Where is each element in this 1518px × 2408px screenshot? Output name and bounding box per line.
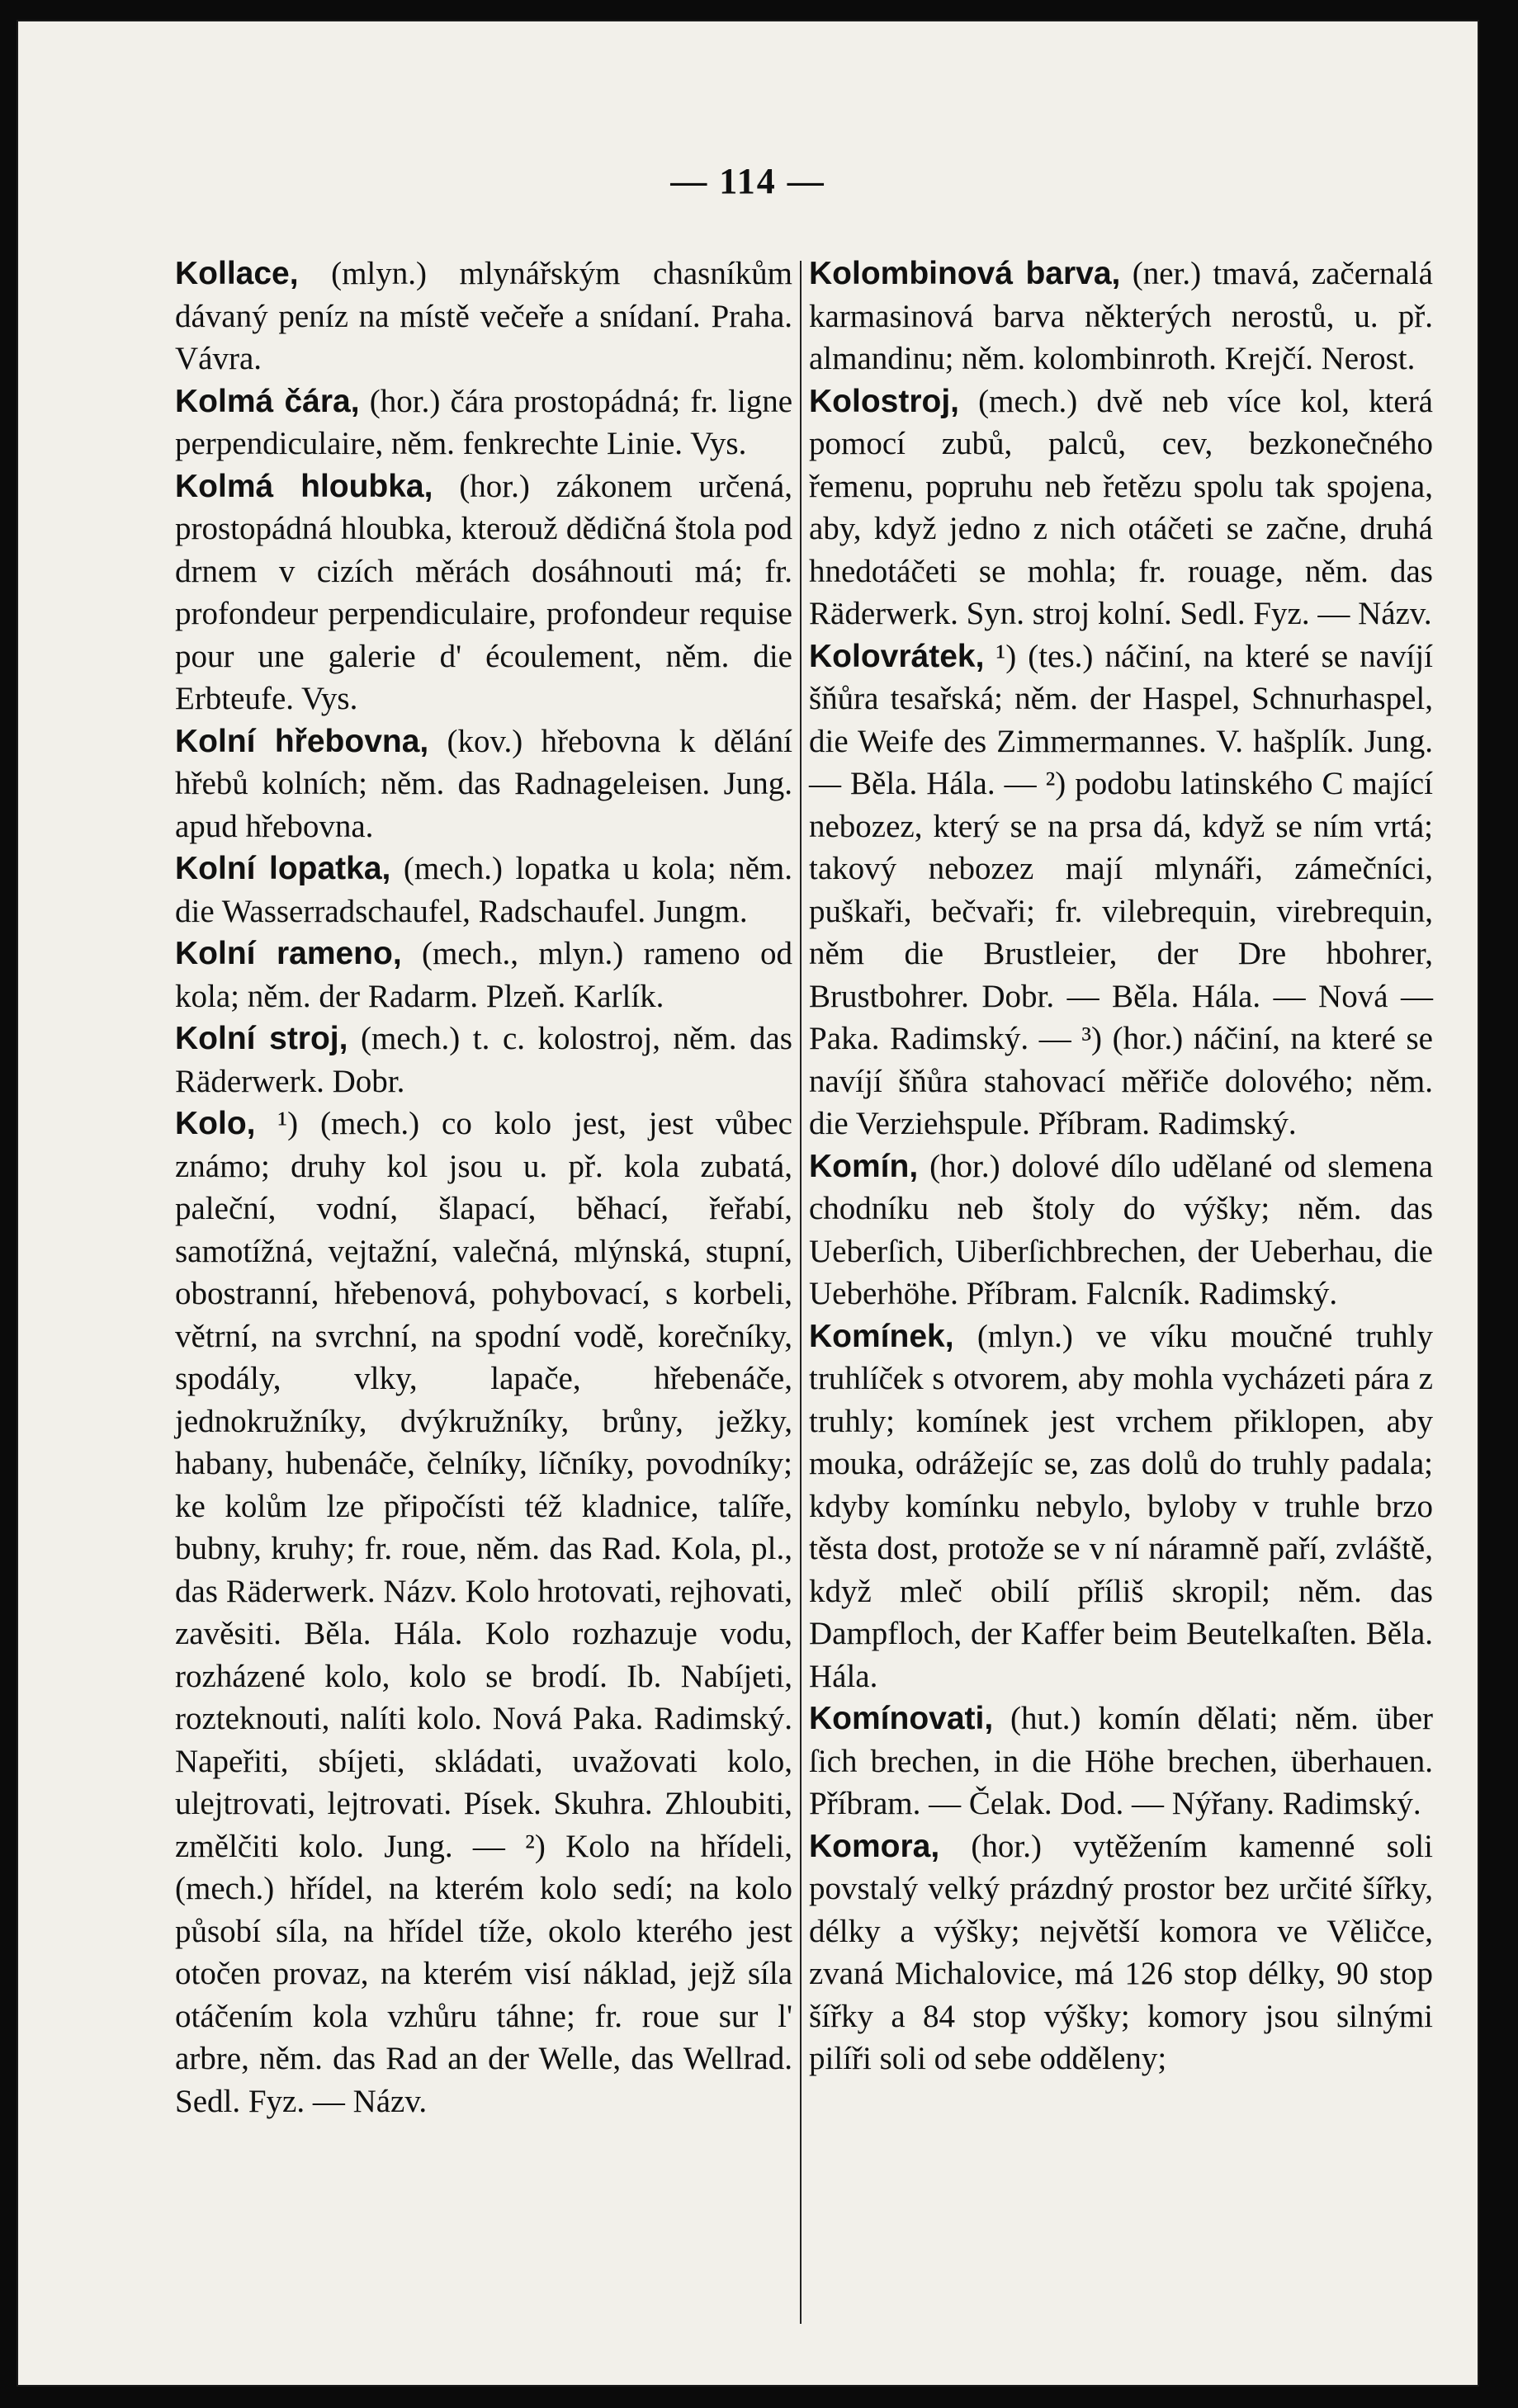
entry-headword: Kolmá hloubka, (175, 468, 433, 504)
left-column (175, 253, 792, 2122)
entry-headword: Kolovrátek, (809, 638, 985, 674)
entry-body: (mech.) lopatka u kola; něm. die Wasserradschaufel, Radschaufel. Jungm. (175, 851, 792, 929)
entry-body: (mlyn.) ve víku moučné truhly truhlíček s otvorem, aby mohla vycházeti pára z truhly; komínek jest vrchem přiklopen, aby mouka, odrážejíc se, zas dolů do truhly padala; kdyby komínku nebylo, byloby v truhle brzo těsta dost, protože se v ní náramně paří, zvláště, když mleč obilí příliš skropil; něm. das Dampfloch, der Kaffer beim Beutelkaſten. Běla. Hála. (809, 1318, 1433, 1694)
page-number: — 114 — (670, 161, 825, 201)
dictionary-entry (809, 1825, 1433, 2080)
entry-headword: Kolní lopatka, (175, 851, 391, 886)
right-column (809, 253, 1433, 2080)
entry-headword: Kolní hřebovna, (175, 723, 429, 759)
entry-headword: Komínovati, (809, 1701, 994, 1736)
entry-body: (mlyn.) mlynářským chasníkům dávaný peníz na místě večeře a snídaní. Praha. Vávra. (175, 256, 792, 376)
entry-body: (hor.) vytěžením kamenné soli povstalý velký prázdný prostor bez určité šířky, délky a výšky; největší komora ve Věličce, zvaná Michalovice, má 126 stop délky, 90 stop šířky a 84 stop výšky; komory jsou silnými pilíři soli od sebe odděleny; (809, 1828, 1433, 2076)
dictionary-entry (809, 1315, 1433, 1698)
dictionary-entry (175, 253, 792, 380)
entry-headword: Kolostroj, (809, 383, 959, 419)
dictionary-entry (175, 933, 792, 1017)
entry-headword: Kolní rameno, (175, 936, 402, 971)
dictionary-entry (175, 720, 792, 848)
dictionary-entry (175, 380, 792, 465)
entry-body: ¹) (mech.) co kolo jest, jest vůbec známo; druhy kol jsou u. př. kola zubatá, paleční, vodní, šlapací, běhací, řeřabí, samotížná, vejtažní, valečná, mlýnská, stupní, obostranní, hřebenová, pohybovací, s korbeli, větrní, na svrchní, na spodní vodě, korečníky, spodály, vlky, lapače, hřebenáče, jednokružníky, dvýkružníky, brůny, ježky, habany, hubenáče, čelníky, líčníky, povodníky; ke kolům lze připočísti též kladnice, talíře, bubny, kruhy; fr. roue, něm. das Rad. Kola, pl., das Räderwerk. Názv. Kolo hrotovati, rejhovati, zavěsiti. Běla. Hála. Kolo rozhazuje vodu, rozházené kolo, kolo se brodí. Ib. Nabíjeti, rozteknouti, nalíti kolo. Nová Paka. Radimský. Napeřiti, sbíjeti, skládati, uvažovati kolo, ulejtrovati, lejtrovati. Písek. Skuhra. Zhloubiti, změlčiti kolo. Jung. — ²) Kolo na hřídeli, (mech.) hřídel, na kterém kolo sedí; na kolo působí síla, na hřídel tíže, okolo kterého jest otočen provaz, na kterém visí náklad, jejž síla otáčením kola vzhůru táhne; fr. roue sur l' arbre, něm. das Rad an der Welle, das Wellrad. Sedl. Fyz. — Názv. (175, 1106, 792, 2119)
entry-headword: Komín, (809, 1148, 919, 1184)
entry-body: ¹) (tes.) náčiní, na které se navíjí šňůra tesařská; něm. der Haspel, Schnurhaspel, die Weife des Zimmermannes. V. hašplík. Jung. — Běla. Hála. — ²) podobu latinského C mající nebozez, který se na prsa dá, když se ním vrtá; takový nebozez mají mlynáři, zámečníci, puškaři, bečvaři; fr. vilebrequin, virebrequin, něm die Brustleier, der Dre hbohrer, Brustbohrer. Dobr. — Běla. Hála. — Nová — Paka. Radimský. — ³) (hor.) náčiní, na které se navíjí šňůra stahovací měřiče dolového; něm. die Verziehspule. Příbram. Radimský. (809, 638, 1433, 1141)
dictionary-entry (175, 465, 792, 720)
dictionary-entry (809, 635, 1433, 1145)
entry-body: (mech.) dvě neb více kol, která pomocí zubů, palců, cev, bezkonečného řemenu, popruhu neb řetězu spolu tak spojena, aby, když jedno z nich otáčeti se začne, druhá hnedotáčeti se mohla; fr. rouage, něm. das Räderwerk. Syn. stroj kolní. Sedl. Fyz. — Názv. (809, 383, 1433, 631)
entry-headword: Kolo, (175, 1106, 256, 1141)
entry-body: (mech.) t. c. kolostroj, něm. das Räderwerk. Dobr. (175, 1021, 792, 1099)
dictionary-entry (175, 1102, 792, 2122)
entry-headword: Komora, (809, 1828, 940, 1864)
book-page (18, 21, 1478, 2385)
entry-body: (hor.) čára prostopádná; fr. ligne perpendiculaire, něm. fenkrechte Linie. Vys. (175, 383, 792, 461)
entry-body: (hor.) dolové dílo udělané od slemena chodníku neb štoly do výšky; něm. das Ueberſich, Uiberſichbrechen, der Ueberhau, die Ueberhöhe. Příbram. Falcník. Radimský. (809, 1148, 1433, 1311)
dictionary-entry (809, 1697, 1433, 1825)
entry-body: (hut.) komín dělati; něm. über ſich brechen, in die Höhe brechen, überhauen. Příbram. — Čelak. Dod. — Nýřany. Radimský. (809, 1701, 1433, 1821)
entry-headword: Kolombinová barva, (809, 256, 1121, 291)
entry-headword: Kolní stroj, (175, 1021, 348, 1056)
column-divider (800, 261, 802, 2324)
entry-body: (hor.) zákonem určená, prostopádná hloubka, kterouž dědičná štola pod drnem v cizích měrách dosáhnouti má; fr. profondeur perpendiculaire, profondeur requise pour une galerie d' écoulement, něm. die Erbteufe. Vys. (175, 468, 792, 716)
entry-body: (kov.) hřebovna k dělání hřebů kolních; něm. das Radnageleisen. Jung. apud hřebovna. (175, 723, 792, 844)
entry-body: (ner.) tmavá, začernalá karmasinová barva některých nerostů, u. př. almandinu; něm. kolombinroth. Krejčí. Nerost. (809, 256, 1433, 376)
dictionary-entry (809, 380, 1433, 635)
entry-headword: Kollace, (175, 256, 299, 291)
dictionary-entry (809, 1145, 1433, 1315)
dictionary-entry (175, 1017, 792, 1102)
entry-headword: Komínek, (809, 1318, 954, 1354)
entry-body: (mech., mlyn.) rameno od kola; něm. der Radarm. Plzeň. Karlík. (175, 936, 792, 1014)
dictionary-entry (175, 848, 792, 933)
dictionary-entry (809, 253, 1433, 380)
entry-headword: Kolmá čára, (175, 383, 360, 419)
